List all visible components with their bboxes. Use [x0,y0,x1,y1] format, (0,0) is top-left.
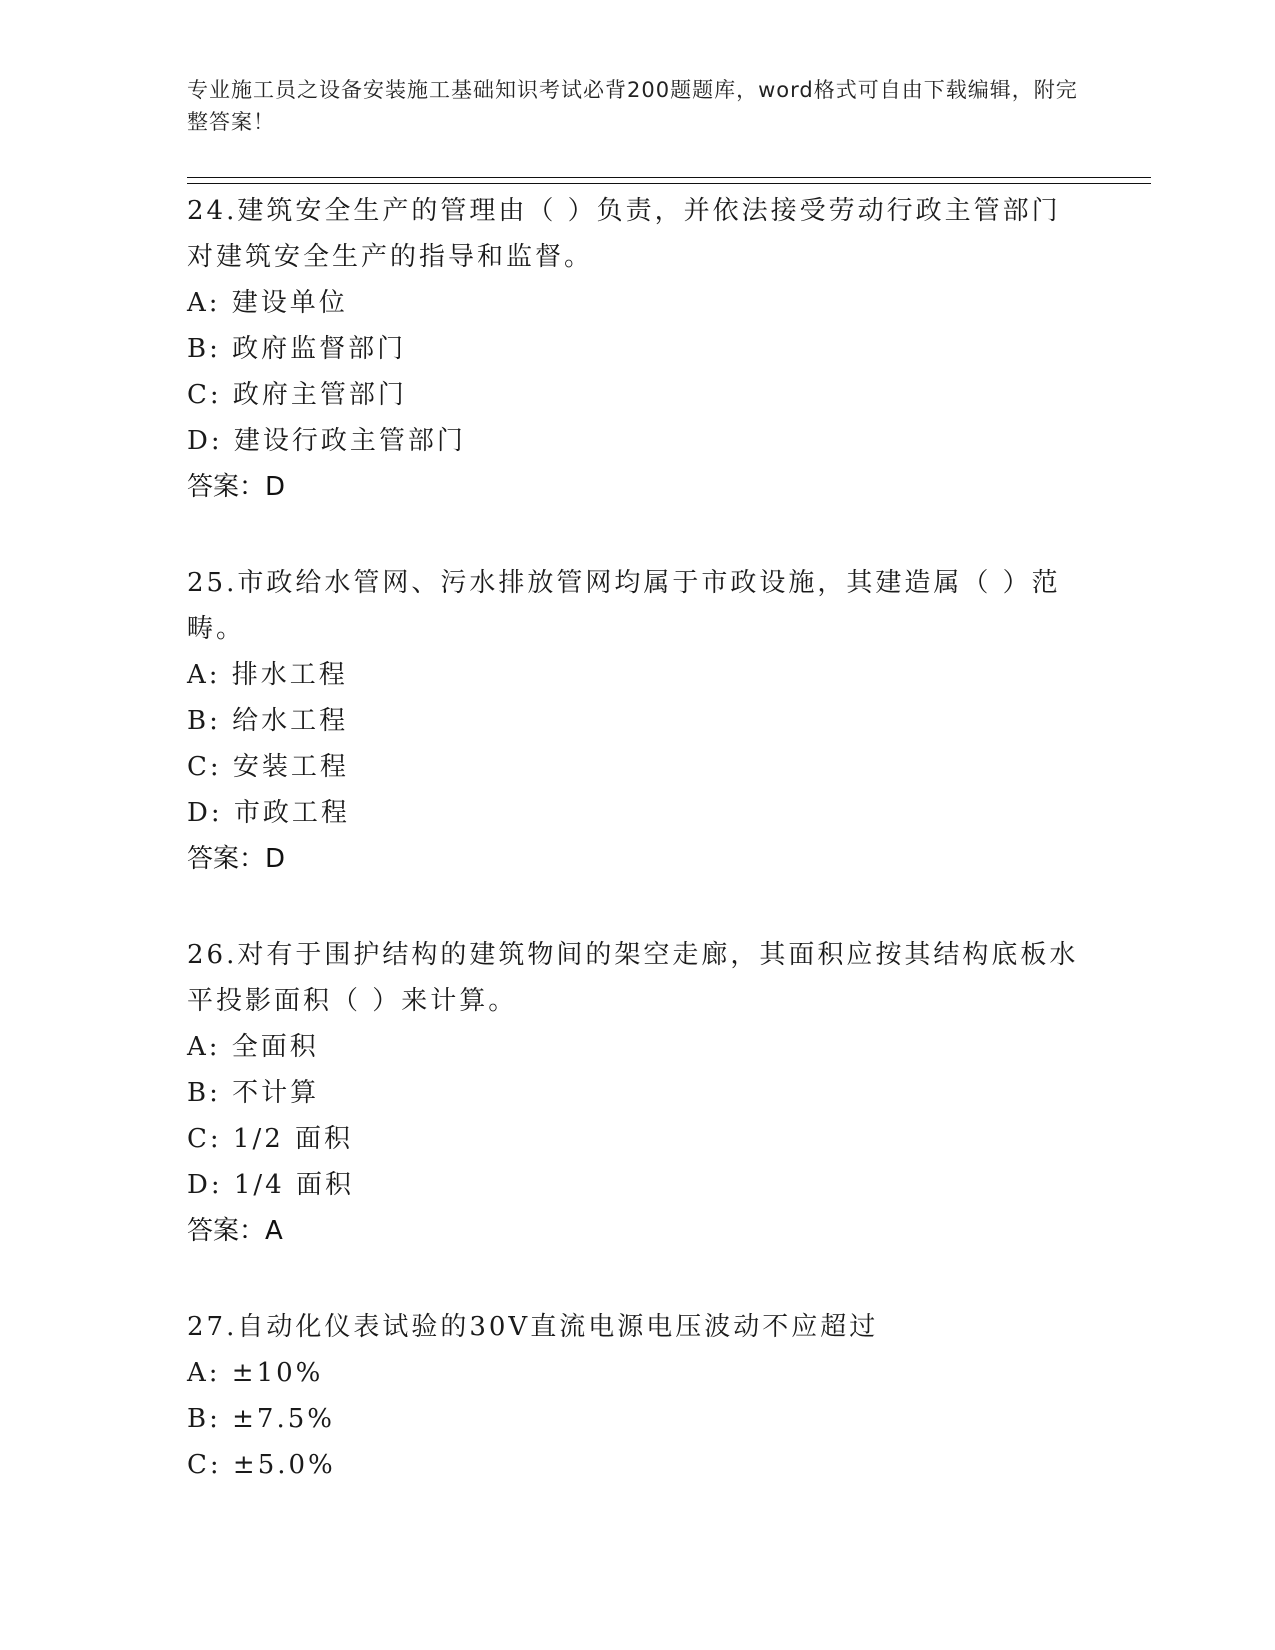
question-26 [187,932,1087,1254]
answer: 答案：D [187,844,286,874]
option-a: A: 全面积 [187,1032,319,1062]
question-list [187,188,1087,1538]
option-a: A: 排水工程 [187,660,348,690]
question-27 [187,1304,1087,1488]
option-a: A: 建设单位 [187,288,348,318]
option-b: B: 政府监督部门 [187,334,407,364]
option-a: A: ±10% [187,1358,324,1388]
question-stem: 27.自动化仪表试验的30V直流电源电压波动不应超过 [187,1312,879,1342]
document-header: 专业施工员之设备安装施工基础知识考试必背200题题库，word格式可自由下载编辑，附完整答案！ [187,78,1078,134]
header-divider [187,177,1151,184]
option-b: B: ±7.5% [187,1404,335,1434]
answer: 答案：D [187,472,286,502]
option-c: C: 1/2 面积 [187,1124,354,1154]
question-stem: 25.市政给水管网、污水排放管网均属于市政设施，其建造属（ ）范畴。 [187,568,1061,644]
answer: 答案：A [187,1216,283,1246]
option-c: C: 政府主管部门 [187,380,407,410]
question-24 [187,188,1087,510]
option-b: B: 不计算 [187,1078,320,1108]
option-b: B: 给水工程 [187,706,349,736]
question-25 [187,560,1087,882]
question-stem: 24.建筑安全生产的管理由（ ）负责，并依法接受劳动行政主管部门对建筑安全生产的指导和监督。 [187,196,1061,272]
question-stem: 26.对有于围护结构的建筑物间的架空走廊，其面积应按其结构底板水平投影面积（ ）来计算。 [187,940,1079,1016]
option-d: D: 建设行政主管部门 [187,426,466,456]
option-c: C: 安装工程 [187,752,349,782]
option-d: D: 1/4 面积 [187,1170,354,1200]
option-c: C: ±5.0% [187,1450,336,1480]
option-d: D: 市政工程 [187,798,350,828]
